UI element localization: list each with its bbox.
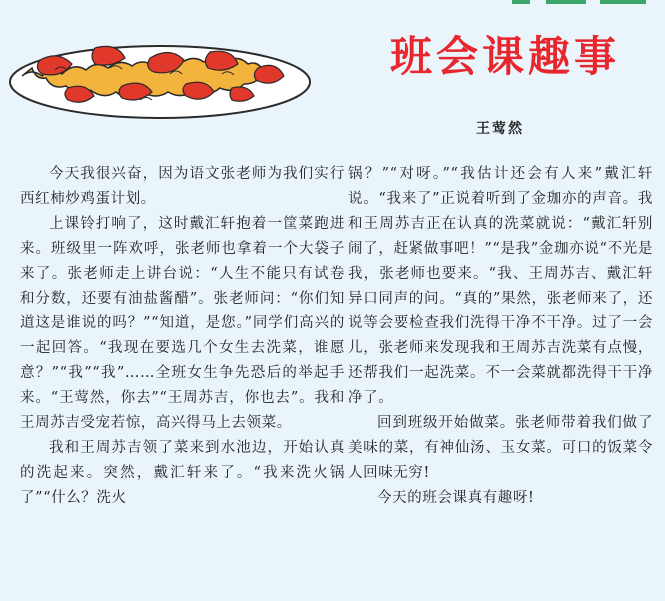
tomato-egg-dish-illustration bbox=[0, 18, 330, 138]
paragraph: 锅？”“对呀。”“我估计还会有人来”戴汇轩说。“我来了”正说着听到了金珈亦的声音。我和王周苏吉正在认真的洗菜就说：“戴汇轩别闹了，赶紧做事吧！”“是我”金珈亦说“不光是我，张老师也要来。“我、王周苏吉、戴汇轩异口同声的问。“真的”果然，张老师来了，还说等会要检查我们洗得干净不干净。过了一会儿，张老师来发现我和王周苏吉洗菜有点慢，还帮我们一起洗菜。不一会菜就都洗得干干净净了。 bbox=[348, 166, 653, 407]
paragraph: 今天我很兴奋，因为语文张老师为我们实行西红柿炒鸡蛋计划。 bbox=[20, 166, 345, 207]
article-author: 王莺然 bbox=[476, 121, 524, 137]
article-body-right-column bbox=[348, 162, 653, 511]
paragraph: 今天的班会课真有趣呀! bbox=[377, 489, 535, 506]
top-decorative-rule bbox=[512, 0, 652, 7]
article-body-left-column bbox=[20, 162, 345, 511]
paragraph: 回到班级开始做菜。张老师带着我们做了美味的菜，有神仙汤、玉女菜。可口的饭菜令人回味无穷! bbox=[348, 415, 653, 481]
paragraph: 我和王周苏吉领了菜来到水池边，开始认真的洗起来。突然，戴汇轩来了。“我来洗火锅了”“什么？洗火 bbox=[20, 439, 345, 506]
paragraph: 上课铃打响了，这时戴汇轩抱着一筐菜跑进来。班级里一阵欢呼，张老师也拿着一个大袋子来了。张老师走上讲台说：“人生不能只有试卷和分数，还要有油盐酱醋”。张老师问：“你们知道这是谁说的吗？”“知道，是您。”同学们高兴的一起回答。“我现在要选几个女生去洗菜，谁愿意？”“我”“我”……全班女生争先恐后的举起手来。“王莺然，你去”“王周苏吉，你也去”。我和王周苏吉受宠若惊，高兴得马上去领菜。 bbox=[20, 215, 345, 432]
article-title: 班会课趣事 bbox=[389, 32, 620, 81]
